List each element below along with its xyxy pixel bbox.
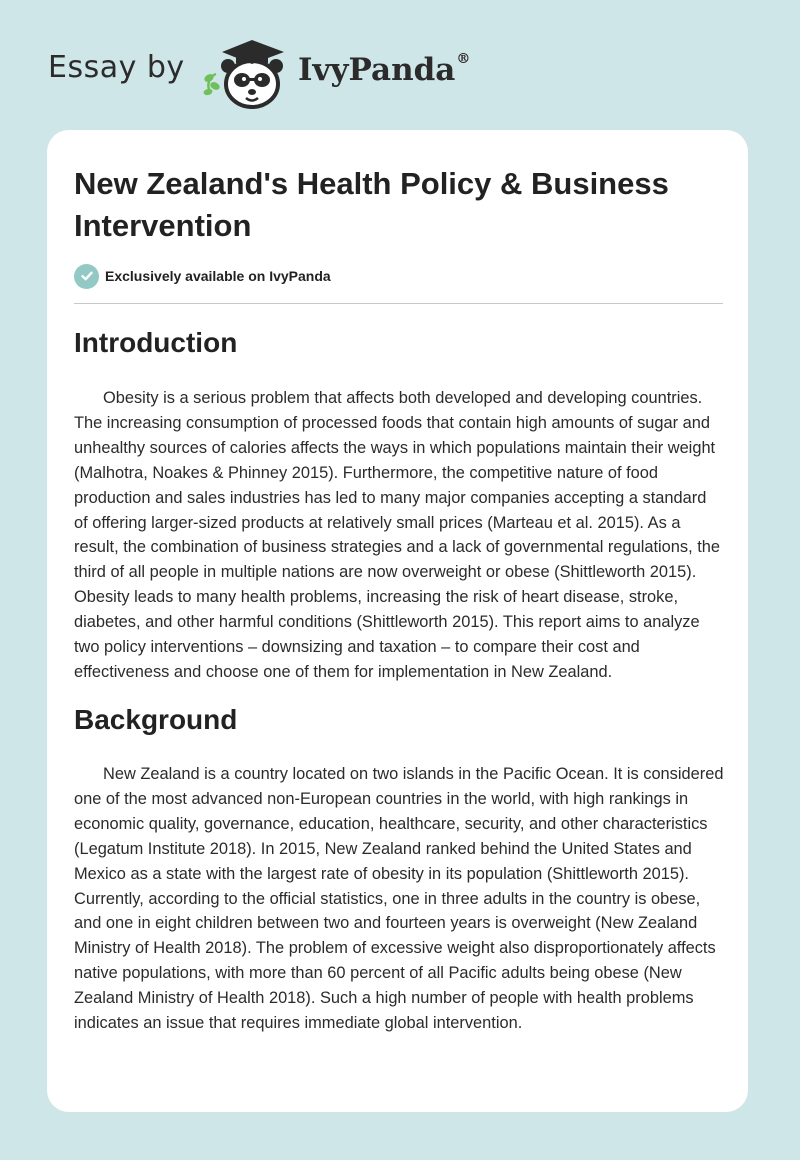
brand-name: IvyPanda xyxy=(298,52,456,88)
essay-by-label: Essay by xyxy=(48,50,185,85)
essay-card xyxy=(47,130,748,1112)
section-heading-introduction: Introduction xyxy=(74,327,238,358)
section-heading-background: Background xyxy=(74,704,238,735)
brand-logo-text[interactable] xyxy=(298,52,470,88)
section-paragraph-introduction: Obesity is a serious problem that affects both developed and developing countries. The increasing consumption of processed foods that contain high amounts of sugar and unhealthy sources of calories affects the ways in which populations maintain their weight (Malhotra, Noakes & Phinney 2015). Furthermore, the competitive nature of food production and sales industries has led to many major companies accepting a standard of offering larger-sized products at relatively small prices (Marteau et al. 2015). As a result, the combination of business strategies and a lack of governmental regulations, the third of all people in multiple nations are now overweight or obese (Shittleworth 2015). Obesity leads to many health problems, increasing the risk of heart disease, stroke, diabetes, and other harmful conditions (Shittleworth 2015). This report aims to analyze two policy interventions – downsizing and taxation – to compare their cost and effectiveness and choose one of them for implementation in New Zealand. xyxy=(74,389,720,681)
exclusive-badge-text: Exclusively available on IvyPanda xyxy=(105,268,331,284)
panda-graduate-icon[interactable] xyxy=(200,34,292,110)
registered-mark: ® xyxy=(456,50,471,67)
essay-title: New Zealand's Health Policy & Business Intervention xyxy=(74,166,669,243)
exclusive-badge xyxy=(74,263,331,289)
site-header xyxy=(0,0,800,120)
divider xyxy=(74,303,723,304)
check-icon xyxy=(74,264,99,289)
section-paragraph-background: New Zealand is a country located on two islands in the Pacific Ocean. It is considered one of the most advanced non-European countries in the world, with high rankings in economic quality, governance, education, healthcare, security, and other characteristics (Legatum Institute 2018). In 2015, New Zealand ranked behind the United States and Mexico as a state with the largest rate of obesity in its population (Shittleworth 2015). Currently, according to the official statistics, one in three adults in the country is obese, and one in eight children between two and fourteen years is overweight (New Zealand Ministry of Health 2018). The problem of excessive weight also disproportionately affects native populations, with more than 60 percent of all Pacific adults being obese (New Zealand Ministry of Health 2018). Such a high number of people with health problems indicates an issue that requires immediate global intervention. xyxy=(74,765,724,1033)
